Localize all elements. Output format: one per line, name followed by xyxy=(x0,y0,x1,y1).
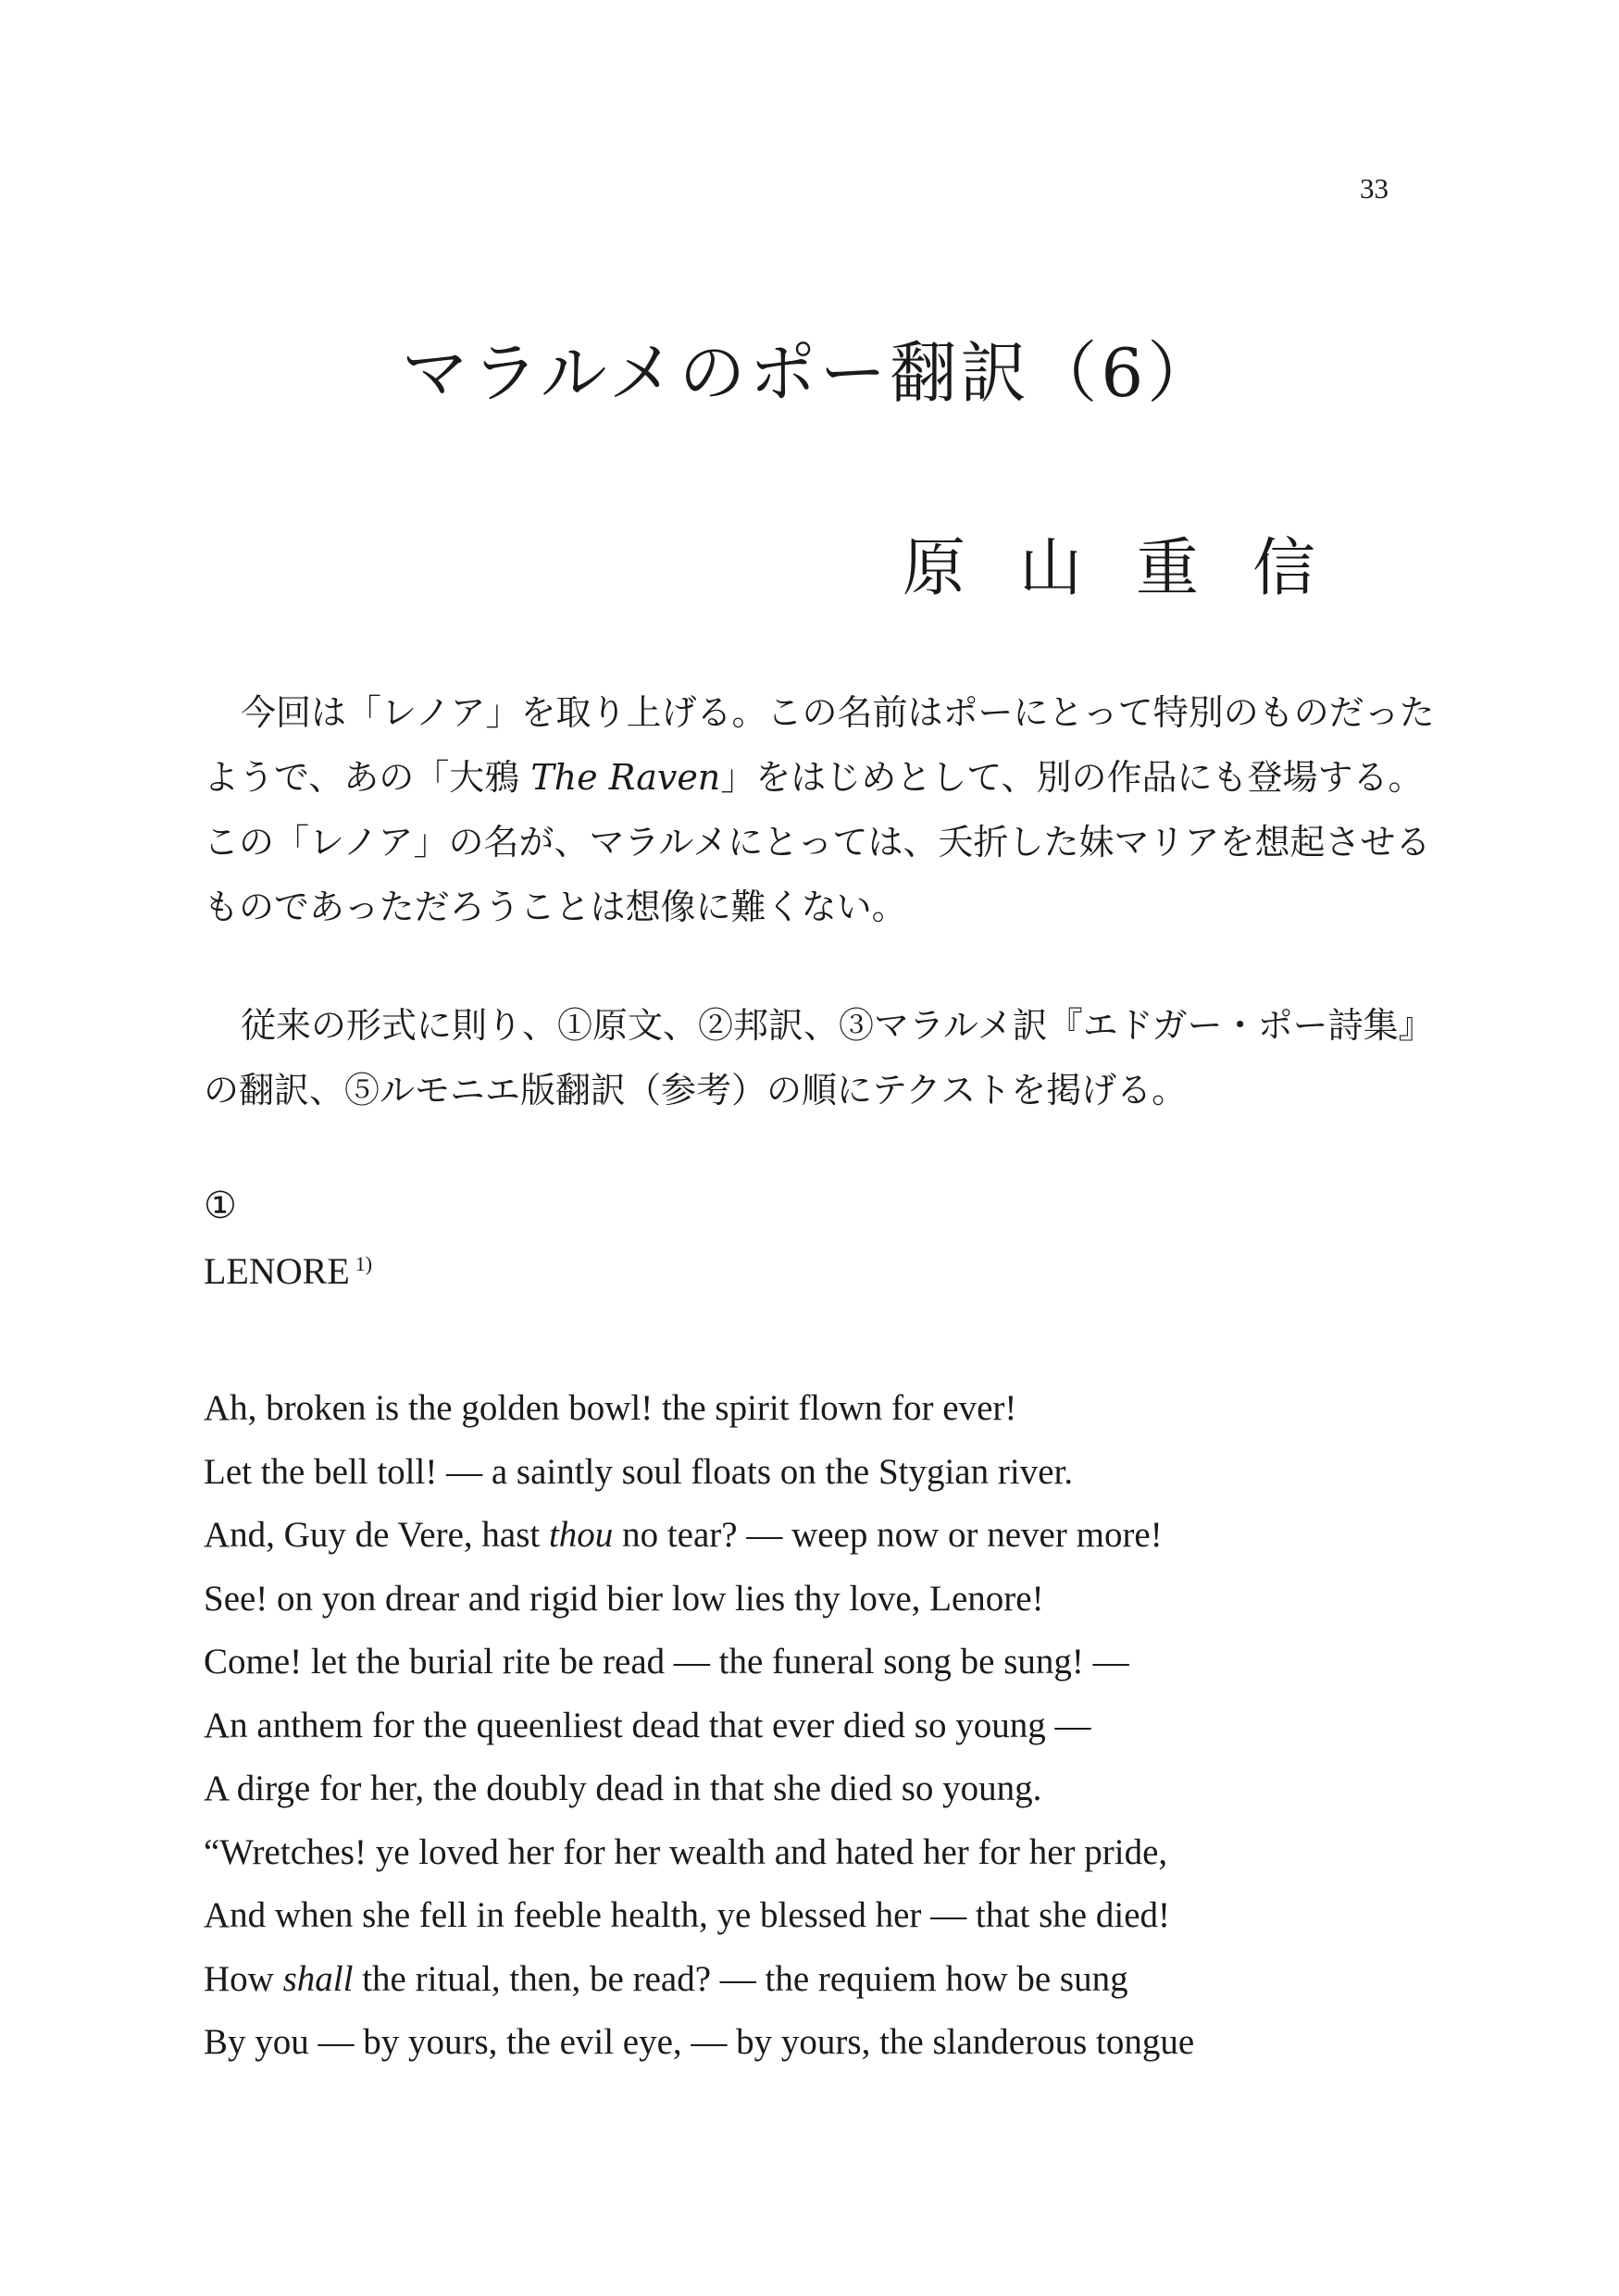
poem-line xyxy=(204,1568,1444,1632)
poem-line-text: A dirge for her, the doubly dead in that she died so young. xyxy=(204,1769,1042,1808)
page-number: 33 xyxy=(1360,172,1389,205)
poem-line-text: And when she fell in feeble health, ye blessed her — that she died! xyxy=(204,1895,1170,1935)
article-title: マラルメのポー翻訳（6） xyxy=(401,334,1218,412)
poem-line-text: And, Guy de Vere, hast xyxy=(204,1515,549,1555)
poem-line-text: How xyxy=(204,1958,283,1999)
method-paragraph xyxy=(204,993,1444,1123)
poem-line xyxy=(204,1631,1444,1694)
poem-line-text-after: the ritual, then, be read? — the requiem how be sung xyxy=(353,1958,1128,1999)
poem-line xyxy=(204,1504,1444,1568)
poem-line xyxy=(204,1694,1444,1758)
poem-line xyxy=(204,1377,1444,1441)
poem-line xyxy=(204,1441,1444,1505)
poem-line-text: Ah, broken is the golden bowl! the spirit flown for ever! xyxy=(204,1388,1017,1428)
poem-line-text-after: no tear? — weep now or never more! xyxy=(613,1515,1163,1555)
section-marker: ① xyxy=(204,1185,237,1227)
intro-italic-title: The Raven xyxy=(530,757,721,798)
poem-line-text: An anthem for the queenliest dead that ever died so young — xyxy=(204,1705,1091,1745)
intro-text-before: 今回は「レノア」を取り上げる。この名前はポーにとって特別のものだったようで、あの「大鴉 xyxy=(204,692,1435,798)
poem-line xyxy=(204,1757,1444,1821)
poem-body xyxy=(204,1377,1444,2075)
poem-line-italic: thou xyxy=(548,1515,614,1555)
footnote-ref: 1) xyxy=(355,1252,373,1275)
poem-line xyxy=(204,1884,1444,1948)
poem-line-text: See! on yon drear and rigid bier low lies thy love, Lenore! xyxy=(204,1578,1044,1619)
intro-text-after: 」をはじめとして、別の作品にも登場する。この「レノア」の名が、マラルメにとっては、夭折した妹マリアを想起させるものであっただろうことは想像に難くない。 xyxy=(204,757,1431,927)
poem-line xyxy=(204,1948,1444,2012)
poem-title xyxy=(204,1249,372,1293)
poem-title-text: LENORE xyxy=(204,1250,350,1292)
poem-line-italic: shall xyxy=(282,1958,354,1999)
poem-line-text: Let the bell toll! — a saintly soul floats on the Stygian river. xyxy=(204,1451,1074,1492)
author-name: 原山重信 xyxy=(902,532,1369,605)
poem-line xyxy=(204,1821,1444,1885)
poem-line-text: Come! let the burial rite be read — the funeral song be sung! — xyxy=(204,1642,1129,1682)
poem-line xyxy=(204,2011,1444,2075)
poem-line-text: “Wretches! ye loved her for her wealth and hated her for her pride, xyxy=(204,1831,1168,1872)
method-text: 従来の形式に則り、①原文、②邦訳、③マラルメ訳『エドガー・ポー詩集』の翻訳、⑤ルモニエ版翻訳（参考）の順にテクストを掲げる。 xyxy=(204,1005,1434,1111)
intro-paragraph xyxy=(204,680,1444,939)
poem-line-text: By you — by yours, the evil eye, — by yours, the slanderous tongue xyxy=(204,2022,1195,2062)
